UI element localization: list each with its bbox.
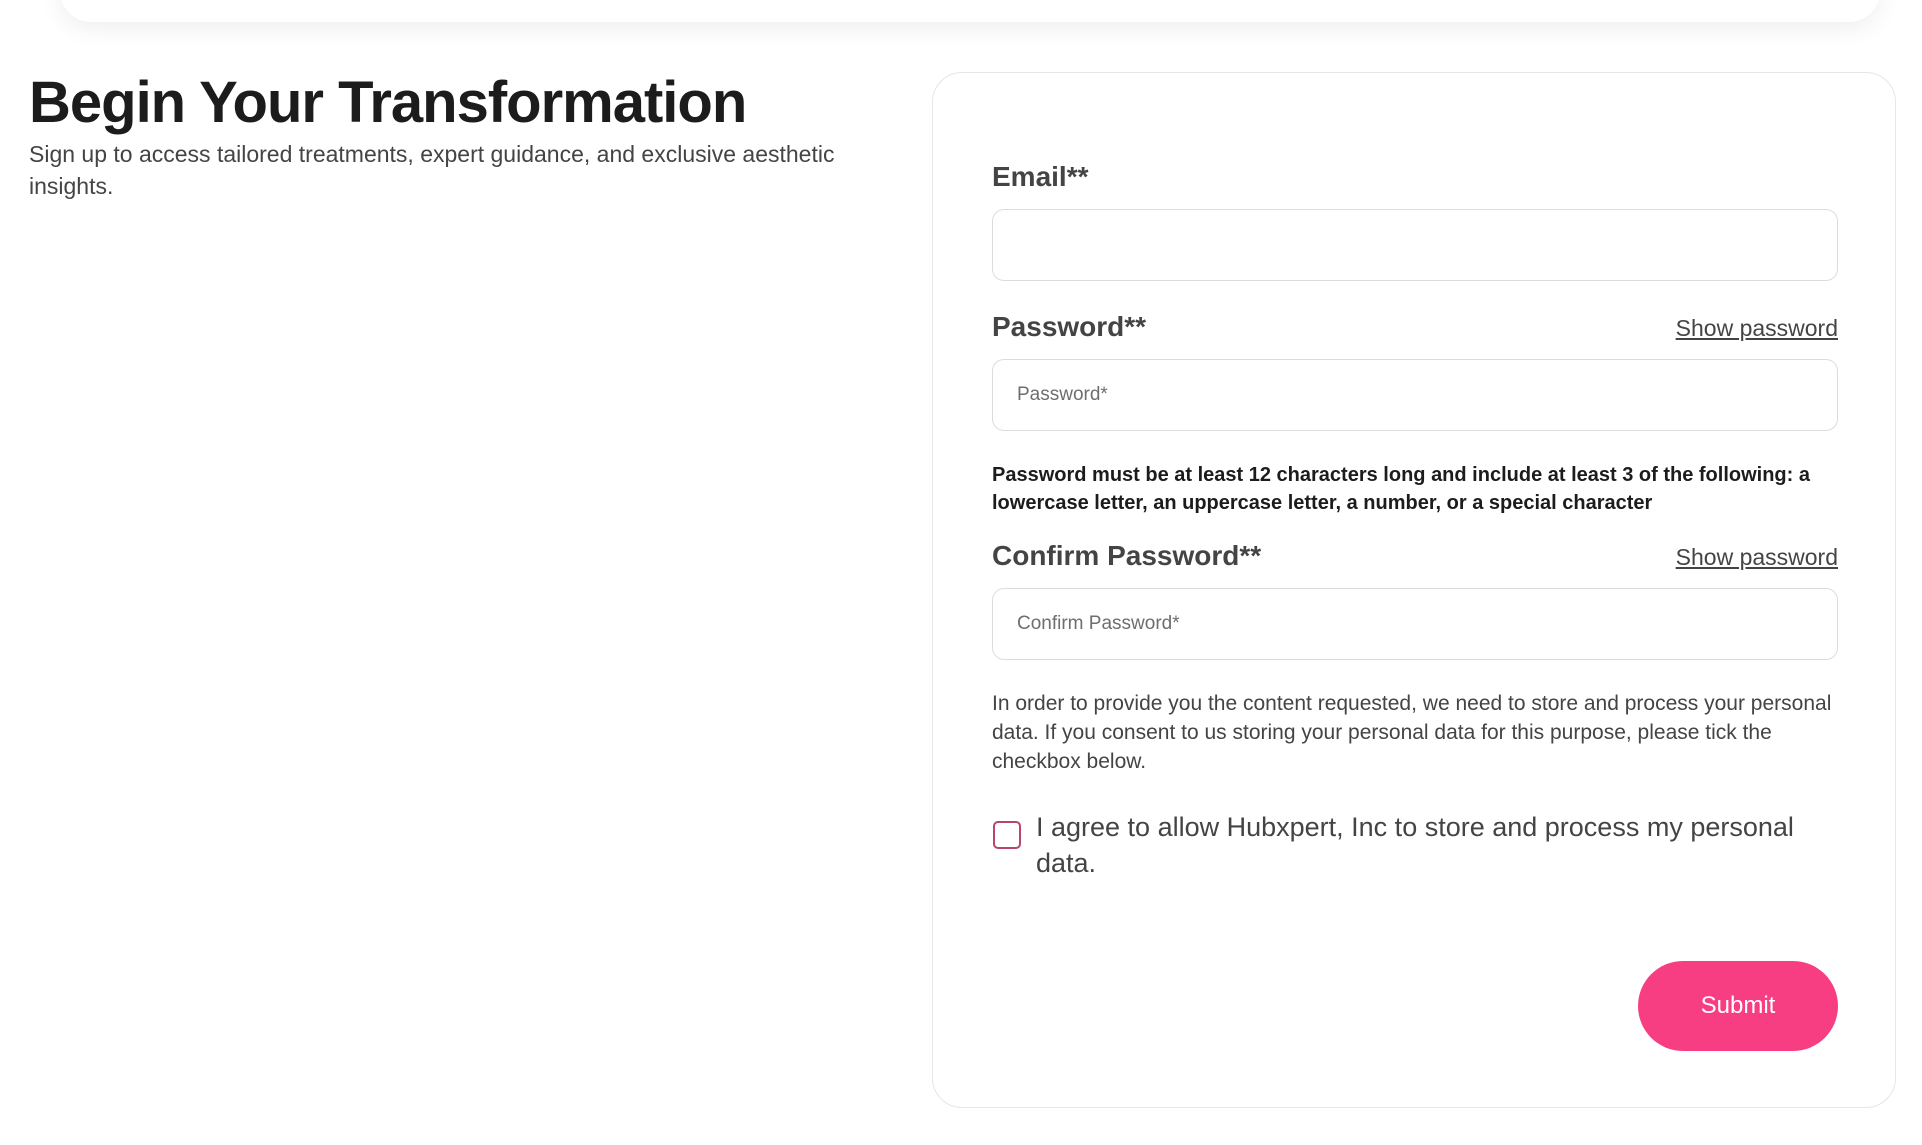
confirm-password-input[interactable] bbox=[992, 588, 1838, 660]
consent-text: In order to provide you the content requested, we need to store and process your personal data. If you consent to us storing your personal data for this purpose, please tick the checkbox below. bbox=[992, 692, 1832, 773]
confirm-password-label: Confirm Password** bbox=[992, 540, 1262, 571]
email-label: Email** bbox=[992, 161, 1089, 192]
confirm-password-label-row bbox=[992, 540, 1838, 572]
signup-form-card bbox=[932, 72, 1896, 1108]
top-nav-bar bbox=[60, 0, 1880, 22]
intro-section bbox=[29, 68, 889, 202]
show-confirm-password-link[interactable]: Show password bbox=[1675, 544, 1838, 570]
consent-checkbox-label[interactable]: I agree to allow Hubxpert, Inc to store and process my personal data. bbox=[1036, 812, 1794, 878]
consent-checkbox[interactable] bbox=[993, 821, 1021, 849]
password-label-row bbox=[992, 311, 1838, 343]
page-title: Begin Your Transformation bbox=[29, 70, 747, 135]
password-input[interactable] bbox=[992, 359, 1838, 431]
email-input[interactable] bbox=[992, 209, 1838, 281]
page-subtitle: Sign up to access tailored treatments, expert guidance, and exclusive aesthetic insights. bbox=[29, 141, 835, 199]
password-label: Password** bbox=[992, 311, 1147, 342]
email-label-row bbox=[992, 161, 1838, 193]
submit-button[interactable]: Submit bbox=[1638, 961, 1838, 1051]
show-password-link[interactable]: Show password bbox=[1675, 315, 1838, 341]
password-requirements-hint: Password must be at least 12 characters long and include at least 3 of the following: a lowercase letter, an uppercase letter, a number, or a special character bbox=[992, 464, 1810, 514]
